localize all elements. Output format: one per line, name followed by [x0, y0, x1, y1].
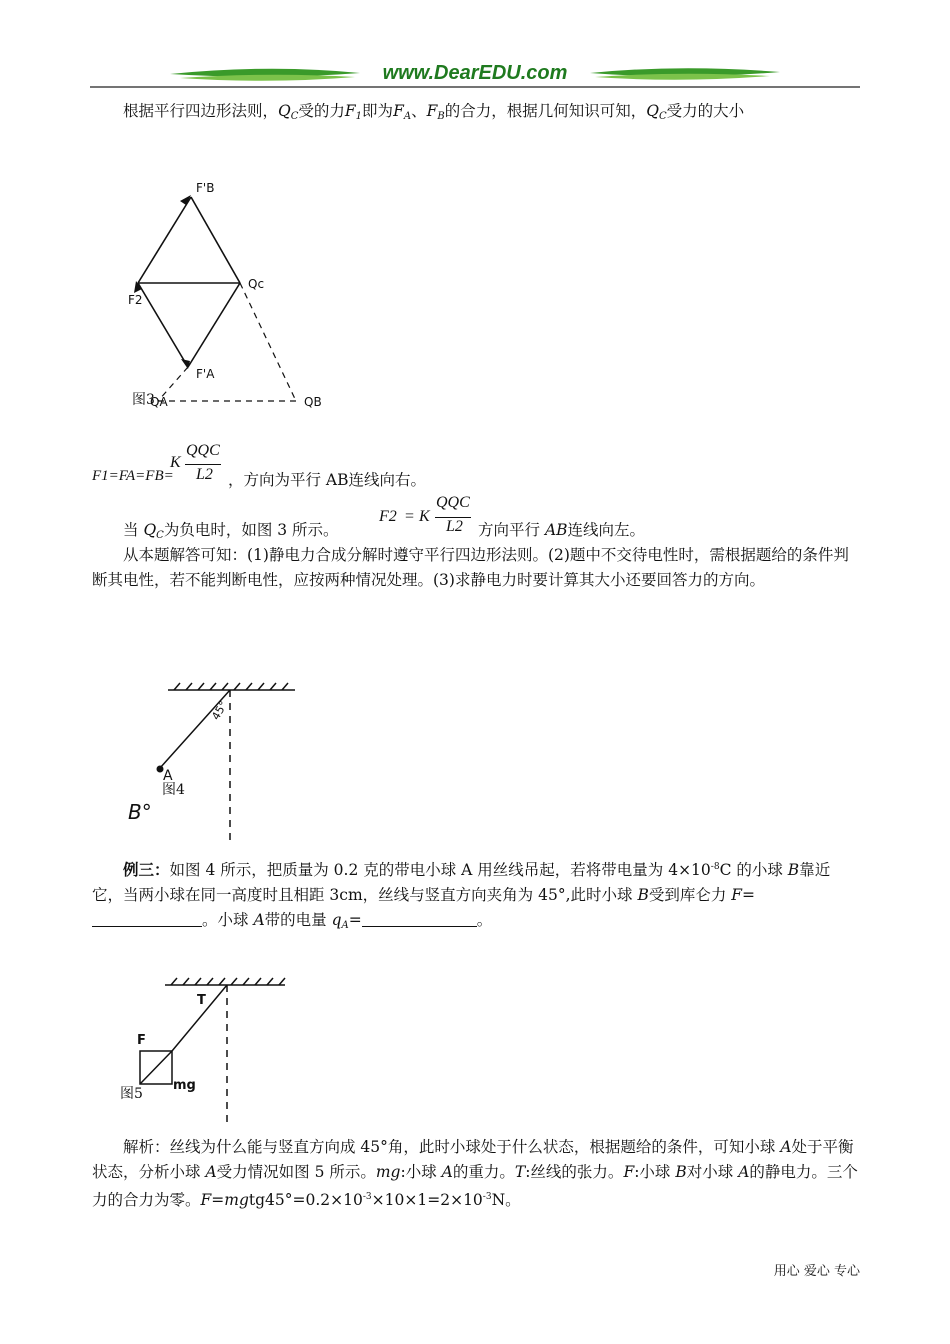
example-3-title: 例三：	[123, 860, 170, 880]
fig5-label-t: T	[197, 993, 206, 1008]
site-name[interactable]: www.DearEDU.com	[382, 62, 568, 84]
footer-text: 用心 爱心 专心	[773, 1264, 860, 1279]
eq1-denominator: L2	[196, 466, 213, 483]
fig4-label-a: A	[163, 768, 173, 784]
eq1-numerator: QQC	[186, 442, 220, 459]
label-qa: QA	[150, 395, 168, 409]
eq1-fraction-bar	[185, 464, 221, 465]
example-3: 例三：如图 4 所示，把质量为 0.2 克的带电小球 A 用丝线吊起，若将带电量为 $4\times 10^{-8}C$ 的小球 B靠近它，当两小球在同一高度时且相距 3cm，丝线与竖直方向夹角为 45°,此时小球 B受到库仑力 F=。小球 A带的电量 $q_A=$ 。	[92, 860, 831, 932]
equation-1	[92, 440, 692, 490]
p2-eq: =	[405, 508, 415, 525]
figure-5	[115, 975, 315, 1125]
p2-f2: F2	[379, 508, 397, 525]
answer-blank-force[interactable]	[92, 912, 202, 927]
paragraph-2	[92, 496, 860, 542]
p2-text-b: 方向平行 AB连线向左。	[478, 521, 646, 539]
analysis-paragraph: 解析：丝线为什么能与竖直方向成 45°角，此时小球处于什么状态，根据题给的条件，可知小球 A处于平衡状态，分析小球 A受力情况如图 5 所示。mg:小球 A的重力。T:丝线的张力。F:小球 B对小球 A的静电力。三个力的合力为零。$F=mgtg45^\circ=0.2\times 10^{-3}\times 10\times 1=2\times 10^{-3}N$。	[92, 1138, 858, 1210]
label-f2: F2	[128, 293, 143, 307]
answer-blank-charge[interactable]	[362, 912, 477, 927]
eq1-lhs: F1=FA=FB=	[92, 468, 174, 484]
label-f-prime-b: F'B	[196, 181, 215, 195]
paragraph-3: 从本题解答可知：(1)静电力合成分解时遵守平行四边形法则。(2)题中不交待电性时，需根据题给的条件判断其电性，若不能判断电性，应按两种情况处理。(3)求静电力时要计算其大小还要回答力的方向。	[92, 546, 849, 589]
eq1-tail: ，方向为平行 AB连线向右。	[228, 471, 427, 489]
label-f-prime-a: F'A	[196, 367, 215, 381]
p2-text-a: 当 $Q_C$为负电时，如图 3 所示。	[123, 521, 339, 541]
figure-4-caption: 图4	[162, 782, 185, 798]
fig4-angle-label: 45°	[209, 698, 231, 723]
label-qc: Qc	[248, 277, 265, 291]
p2-denominator: L2	[446, 518, 463, 535]
paragraph-1: 根据平行四边形法则，$Q_C$受的力$F_1$即为$F_A$、$F_B$的合力，根据几何知识可知，$Q_C$受力的大小	[123, 102, 745, 122]
figure-3-diagram	[120, 175, 340, 415]
p2-numerator: QQC	[436, 494, 470, 511]
figure-3-caption: 图3	[132, 392, 155, 408]
label-qb: QB	[304, 395, 322, 409]
header-banner	[90, 60, 860, 90]
figure-5-diagram	[115, 975, 315, 1125]
figure-5-caption: 图5	[120, 1086, 143, 1102]
fig5-label-f: F	[137, 1033, 146, 1048]
fig5-label-mg: mg	[173, 1078, 196, 1093]
figure-4	[120, 680, 320, 845]
eq1-k: K	[170, 454, 181, 471]
p2-k: K	[419, 508, 430, 525]
figure-3	[120, 175, 340, 415]
fig4-label-b: B°	[128, 800, 152, 824]
